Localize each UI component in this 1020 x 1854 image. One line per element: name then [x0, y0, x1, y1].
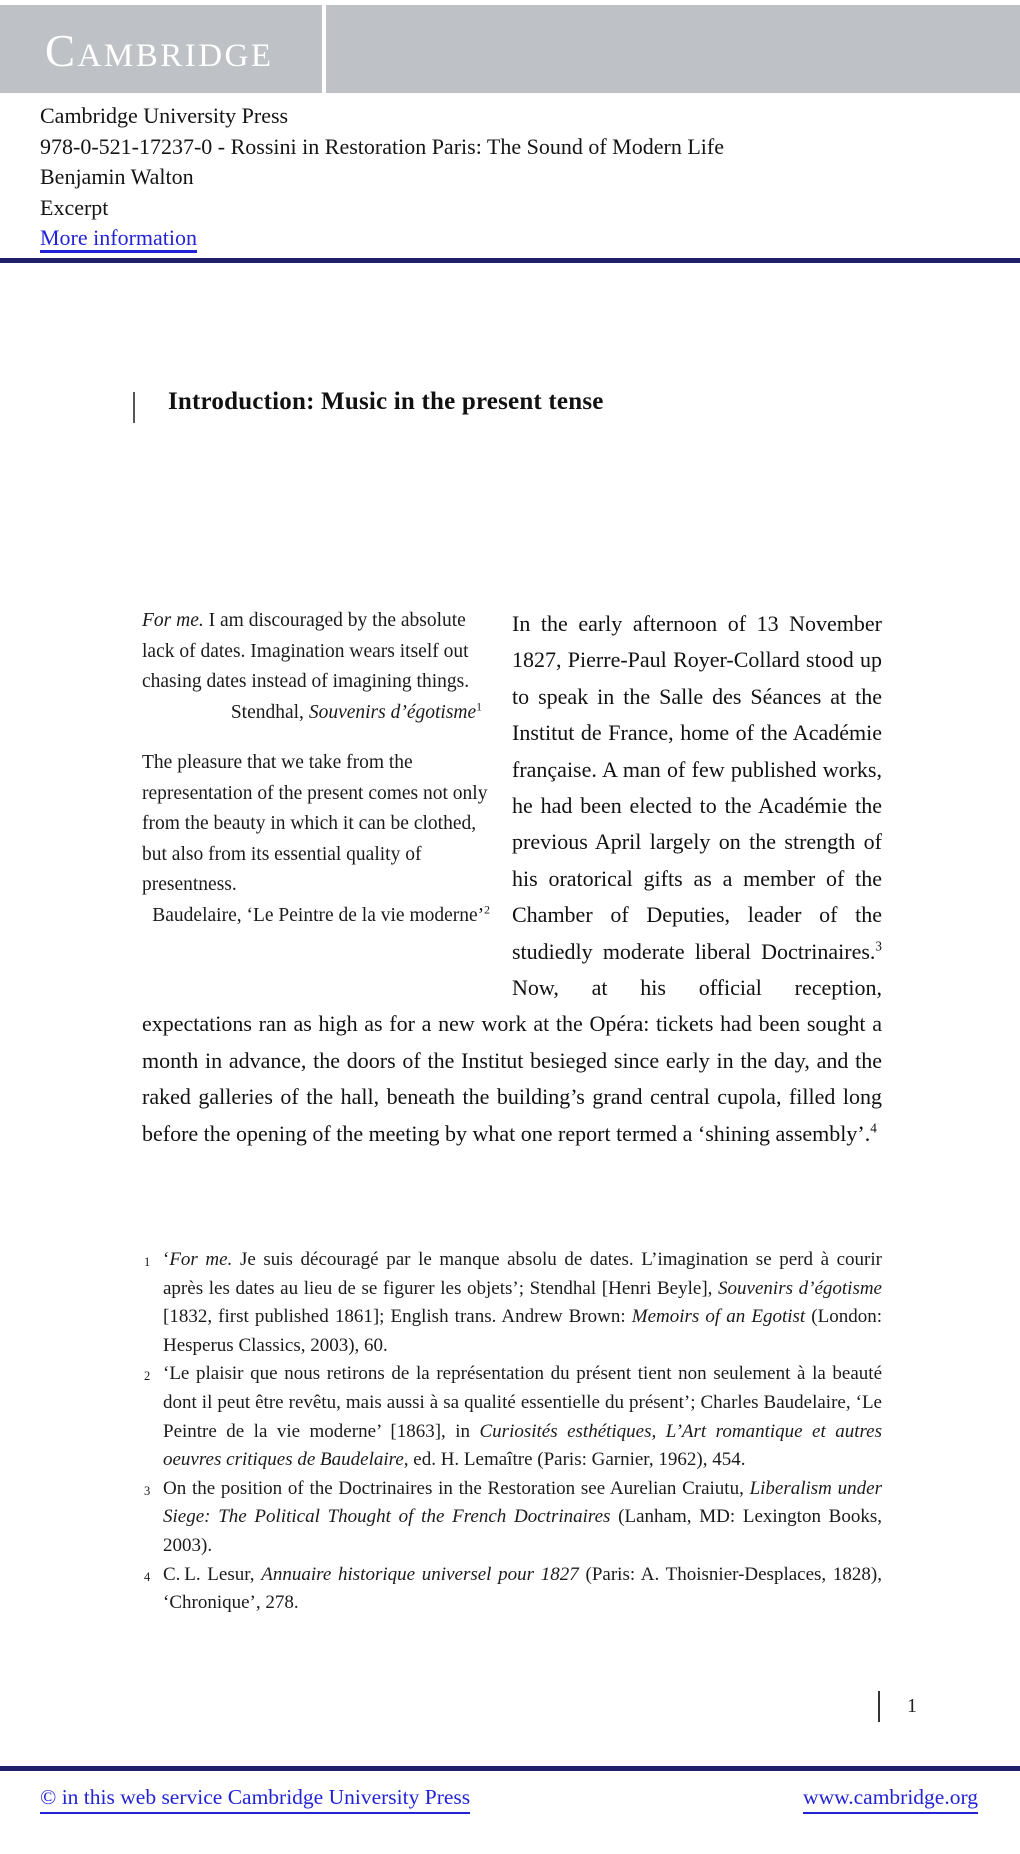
footnote-number: 3 [144, 1483, 151, 1498]
isbn-title-line: 978-0-521-17237-0 - Rossini in Restoration Paris: The Sound of Modern Life [40, 133, 724, 159]
copyright-link[interactable]: © in this web service Cambridge University Press [40, 1786, 470, 1814]
footnote-text: On the position of the Doctrinaires in the Restoration see Aurelian Craiutu, Liberalism under Siege: The Political Thought of the French Doctrinaires (Lanham, MD: Lexington Books, 2003). [163, 1477, 882, 1556]
footer-copyright [40, 1785, 470, 1814]
author-name: Benjamin Walton [40, 164, 194, 189]
footnote-4 [142, 1561, 882, 1618]
website-link[interactable]: www.cambridge.org [803, 1786, 978, 1814]
footer-website [803, 1785, 978, 1814]
page-number-bar [878, 1691, 880, 1722]
epigraph-baudelaire [142, 748, 494, 931]
footnote-text: ‘For me. Je suis découragé par le manque absolu de dates. L’imagination se perd à courir après les dates au lieu de se figurer les objets’; Stendhal [Henri Beyle], Souvenirs d’égotisme [1832, first published 1861]; English trans. Andrew Brown: Memoirs of an Egotist (London: Hesperus Classics, 2003), 60. [163, 1249, 882, 1356]
epigraph-attribution: Baudelaire, ‘Le Peintre de la vie moderne’$^2$ [152, 903, 490, 926]
cambridge-banner [0, 5, 1020, 93]
epigraph-block [142, 606, 494, 1004]
epigraph-text: For me. I am discouraged by the absolute lack of dates. Imagination wears itself out chasing dates instead of imagining things. [142, 610, 470, 692]
header-rule [0, 258, 1020, 263]
footnote-text: ‘Le plaisir que nous retirons de la représentation du présent tient non seulement à la beauté dont il peut être revêtu, mais aussi à sa qualité essentielle du présent’; Charles Baudelaire, ‘Le Peintre de la vie moderne’ [1863], in Curiosités esthétiques, L’Art romantique et autres oeuvres critiques de Baudelaire, ed. H. Lemaître (Paris: Garnier, 1962), 454. [163, 1363, 882, 1471]
more-information-link[interactable]: More information [40, 226, 197, 253]
footnote-number: 2 [144, 1369, 151, 1384]
footnote-number: 4 [144, 1569, 151, 1584]
footer-rule [0, 1766, 1020, 1771]
footnote-2 [142, 1360, 882, 1474]
footnotes [142, 1246, 882, 1618]
footnote-1 [142, 1246, 882, 1360]
epigraph-text: The pleasure that we take from the representation of the present comes not only from the beauty in which it can be clothed, but also from its essential quality of presentness. [142, 752, 488, 895]
chapter-title-bar [133, 392, 135, 423]
publisher-name: Cambridge University Press [40, 103, 289, 128]
chapter-title: Introduction: Music in the present tense [168, 388, 604, 415]
epigraph-attribution: Stendhal, Souvenirs d’égotisme$^1$ [230, 700, 482, 723]
page-number: 1 [907, 1695, 918, 1717]
footnote-number: 1 [144, 1255, 151, 1269]
document-header [40, 101, 724, 254]
banner-divider [322, 5, 326, 93]
section-label: Excerpt [40, 194, 109, 220]
cambridge-logo: CAMBRIDGE [45, 26, 274, 76]
footnote-3 [142, 1475, 882, 1561]
page-body [142, 606, 882, 1152]
epigraph-stendhal [142, 606, 494, 728]
footnote-text: C. L. Lesur, Annuaire historique universel pour 1827 (Paris: A. Thoisnier-Desplaces, 1828), ‘Chronique’, 278. [163, 1563, 882, 1614]
opening-paragraph: In the early afternoon of 13 November 1827, Pierre-Paul Royer-Collard stood up to speak in the Salle des Séances at the Institut de France, home of the Académie française. A man of few published works, he had been elected to the Académie the previous April largely on the strength of his oratorical gifts as a member of the Chamber of Deputies, leader of the studiedly moderate liberal Doctrinaires.$^3$ Now, at his official reception, expectations ran as high as for a new work at the Opéra: tickets had been sought a month in advance, the doors of the Institut besieged since early in the day, and the raked galleries of the hall, beneath the building’s grand central cupola, filled long before the opening of the meeting by what one report termed a ‘shining assembly’.$^4$ [142, 611, 882, 1146]
